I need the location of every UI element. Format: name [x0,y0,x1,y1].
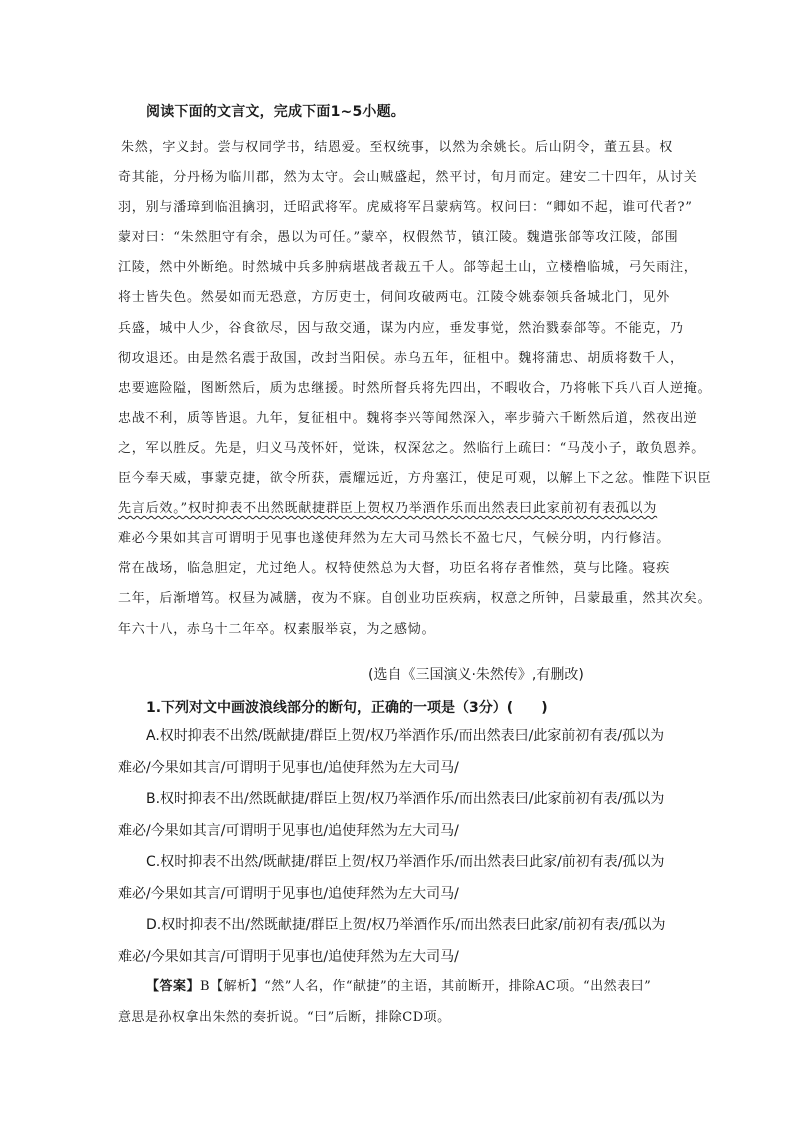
answer-line1 [118,975,698,1006]
passage-line: 二年，后渐增笃。权昼为减膳，夜为不寐。自创业功臣疾病，权意之所钟，吕蒙最重，然其次矣。 [118,591,712,607]
passage-line: 将士皆失色。然晏如而无恐意，方厉吏士，伺间攻破两屯。江陵令姚泰领兵备城北门，见外 [118,290,671,306]
option-d-line2: 难必/今果如其言/可谓明于见事也/追使拜然为左大司马/ [118,948,459,965]
option-c-line1: C.权时抑表不出然/既献捷/群臣上贺/权乃举酒作乐/而出然表曰此家/前初有表/孤以为 [146,854,665,870]
source-note: (选自《三国演义·朱然传》,有删改) [368,667,584,683]
instruction-heading: 阅读下面的文言文，完成下面1~5小题。 [146,104,406,120]
passage-line: 奇其能，分丹杨为临川郡，然为太守。会山贼盛起，然平讨，旬月而定。建安二十四年，从讨关 [118,170,698,186]
passage-line: 难必今果如其言可谓明于见事也遂使拜然为左大司马然长不盈七尺，气候分明，内行修洁。 [118,531,671,547]
answer-tag: 【答案】 [146,979,201,994]
passage-line: 常在战场，临急胆定，尤过绝人。权特使然总为大督，功臣名将存者惟然，莫与比隆。寝疾 [118,561,671,577]
option-d-line1: D.权时抑表不出/然既献捷/群臣上贺/权乃举酒作乐/而出然表曰此家/前初有表/孤以为 [146,917,666,933]
classical-passage [118,137,712,649]
passage-line: 忠战不利，质等皆退。九年，复征柤中。魏将李兴等闻然深入，率步骑六千断然后道，然夜出逆 [118,410,698,426]
passage-line: 忠要遮险隘，图断然后，质为忠继援。时然所督兵将先四出，不暇收合，乃将帐下兵八百人逆掩。 [118,380,712,396]
passage-line: 羽，别与潘璋到临沮擒羽，迁昭武将军。虎威将军吕蒙病笃。权问曰：“卿如不起，谁可代者?” [118,200,693,216]
option-c-line2: 难必/今果如其言/可谓明于见事也/追使拜然为左大司马/ [118,885,459,902]
passage-line-wavy: 先言后效。”权时抑表不出然既献捷群臣上贺权乃举酒作乐而出然表曰此家前初有表孤以为 [118,501,658,517]
passage-line: 兵盛，城中人少，谷食欲尽，因与敌交通，谋为内应，垂发事觉，然治戮泰郃等。不能克，乃 [118,320,684,336]
passage-line: 江陵，然中外断绝。时然城中兵多肿病堪战者裁五千人。郃等起土山，立楼橹临城，弓矢雨注， [118,260,698,276]
passage-line: 彻攻退还。由是然名震于敌国，改封当阳侯。赤乌五年，征柤中。魏将蒲忠、胡质将数千人， [118,350,684,366]
passage-line: 蒙对曰：“朱然胆守有余，愚以为可任。”蒙卒，权假然节，镇江陵。魏遣张郃等攻江陵，郃围 [118,230,679,246]
passage-line: 朱然，字义封。尝与权同学书，结恩爱。至权统事，以然为余姚长。后山阴令，董五县。权 [121,140,674,155]
answer-explanation [118,975,698,1037]
passage-line: 年六十八，赤乌十二年卒。权素服举哀，为之感恸。 [118,621,436,637]
option-b-line1: B.权时抑表不出/然既献捷/群臣上贺/权乃举酒作乐/而出然表曰/此家前初有表/孤以为 [146,791,665,807]
option-b-line2: 难必/今果如其言/可谓明于见事也/追使拜然为左大司马/ [118,822,459,839]
question-1: 1.下列对文中画波浪线部分的断句，正确的一项是（3分）( ) [146,700,548,716]
answer-options [118,724,698,976]
answer-text: B【解析】“然”人名，作“献捷”的主语，其前断开，排除AC项。“出然表曰” [200,979,652,994]
passage-line: 之，军以胜反。先是，归义马茂怀奸，觉诛，权深忿之。然临行上疏曰：“马茂小子，敢负恩养。 [118,440,706,456]
passage-line: 臣今奉天威，事蒙克捷，欲令所获，震耀远近，方舟塞江，使足可观，以解上下之忿。惟陛下识臣 [118,471,712,487]
option-a-line2: 难必/今果如其言/可谓明于见事也/追使拜然为左大司马/ [118,759,459,776]
answer-line2: 意思是孙权拿出朱然的奏折说。“曰”后断，排除CD项。 [118,1010,451,1025]
option-a-line1: A.权时抑表不出然/既献捷/群臣上贺/权乃举酒作乐/而出然表曰/此家前初有表/孤以为 [146,728,665,744]
